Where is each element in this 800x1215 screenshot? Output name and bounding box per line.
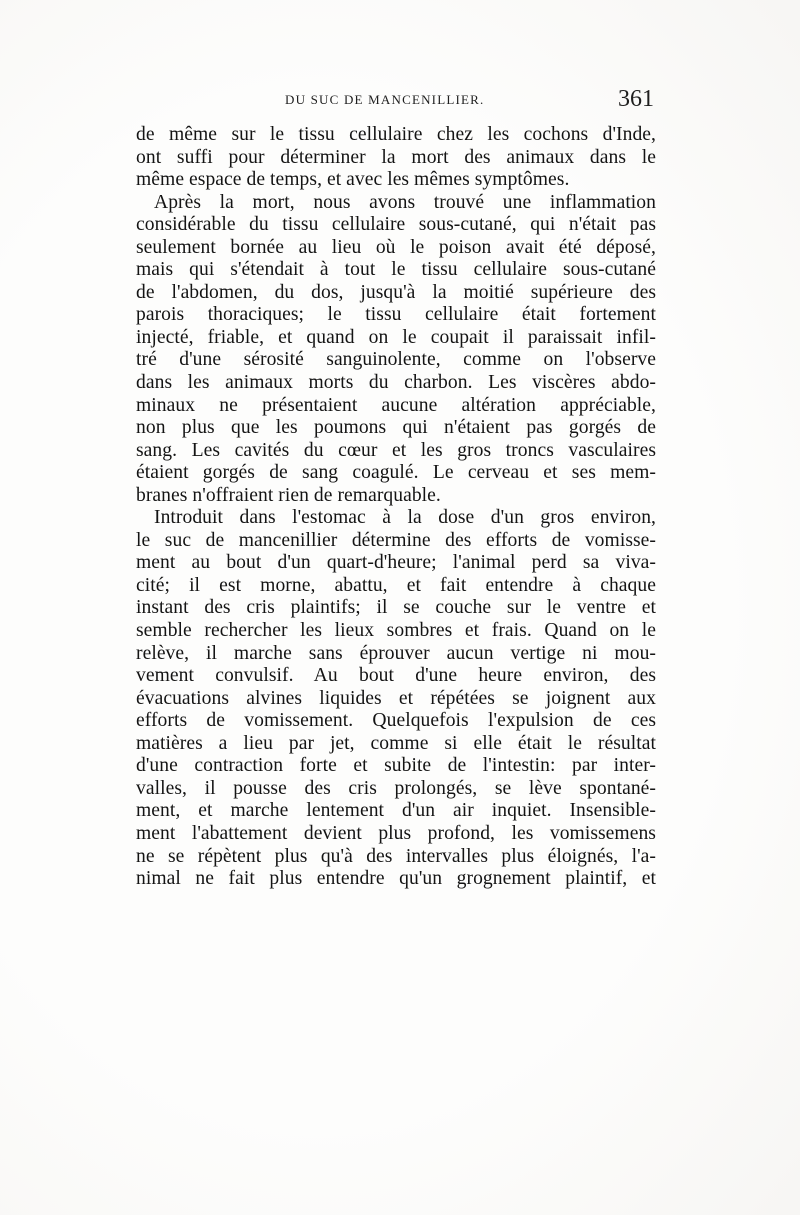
text-line: instant des cris plaintifs; il se couche sur le ventre et (136, 597, 656, 619)
text-line: de même sur le tissu cellulaire chez les cochons d'Inde, (136, 124, 656, 145)
text-line: mais qui s'étendait à tout le tissu cellulaire sous-cutané (136, 259, 656, 281)
page-number: 361 (618, 86, 654, 112)
text-line: seulement bornée au lieu où le poison avait été déposé, (136, 236, 656, 258)
text-line: ne se répètent plus qu'à des intervalles plus éloignés, l'a- (136, 845, 656, 867)
text-line: tré d'une sérosité sanguinolente, comme on l'observe (136, 349, 656, 371)
text-line: valles, il pousse des cris prolongés, se lève spontané- (136, 777, 656, 799)
text-line: nimal ne fait plus entendre qu'un grognement plaintif, et (136, 868, 656, 890)
text-line: d'une contraction forte et subite de l'intestin: par inter- (136, 755, 656, 777)
text-line: évacuations alvines liquides et répétées se joignent aux (136, 687, 656, 709)
text-line: ment l'abattement devient plus profond, les vomissemens (136, 822, 656, 844)
text-line: minaux ne présentaient aucune altération appréciable, (136, 394, 656, 416)
text-line: branes n'offraient rien de remarquable. (136, 484, 441, 506)
text-line: vement convulsif. Au bout d'une heure environ, des (136, 665, 656, 687)
text-line: parois thoraciques; le tissu cellulaire était fortement (136, 304, 656, 326)
text-line: étaient gorgés de sang coagulé. Le cerveau et ses mem- (136, 462, 656, 484)
text-line: Après la mort, nous avons trouvé une inflammation (154, 191, 656, 213)
text-line: efforts de vomissement. Quelquefois l'expulsion de ces (136, 710, 656, 732)
text-line: le suc de mancenillier détermine des efforts de vomisse- (136, 529, 656, 551)
text-line: semble rechercher les lieux sombres et frais. Quand on le (136, 620, 656, 642)
text-line: injecté, friable, et quand on le coupait il paraissait infil- (136, 326, 656, 348)
text-line: sang. Les cavités du cœur et les gros troncs vasculaires (136, 439, 656, 461)
text-line: même espace de temps, et avec les mêmes symptômes. (136, 169, 570, 191)
text-line: ont suffi pour déterminer la mort des animaux dans le (136, 146, 656, 168)
text-line: Introduit dans l'estomac à la dose d'un gros environ, (154, 507, 656, 529)
running-head: DU SUC DE MANCENILLIER. (285, 92, 485, 107)
text-line: ment au bout d'un quart-d'heure; l'animal perd sa viva- (136, 552, 656, 574)
text-line: relève, il marche sans éprouver aucun vertige ni mou- (136, 642, 656, 664)
text-line: matières a lieu par jet, comme si elle était le résultat (136, 732, 656, 754)
text-line: de l'abdomen, du dos, jusqu'à la moitié supérieure des (136, 281, 656, 303)
text-line: ment, et marche lentement d'un air inquiet. Insensible- (136, 800, 656, 822)
body-text (136, 124, 656, 891)
text-line: dans les animaux morts du charbon. Les viscères abdo- (136, 372, 656, 394)
text-line: non plus que les poumons qui n'étaient pas gorgés de (136, 417, 656, 439)
text-line: considérable du tissu cellulaire sous-cutané, qui n'était pas (136, 214, 656, 236)
text-line: cité; il est morne, abattu, et fait entendre à chaque (136, 574, 656, 596)
